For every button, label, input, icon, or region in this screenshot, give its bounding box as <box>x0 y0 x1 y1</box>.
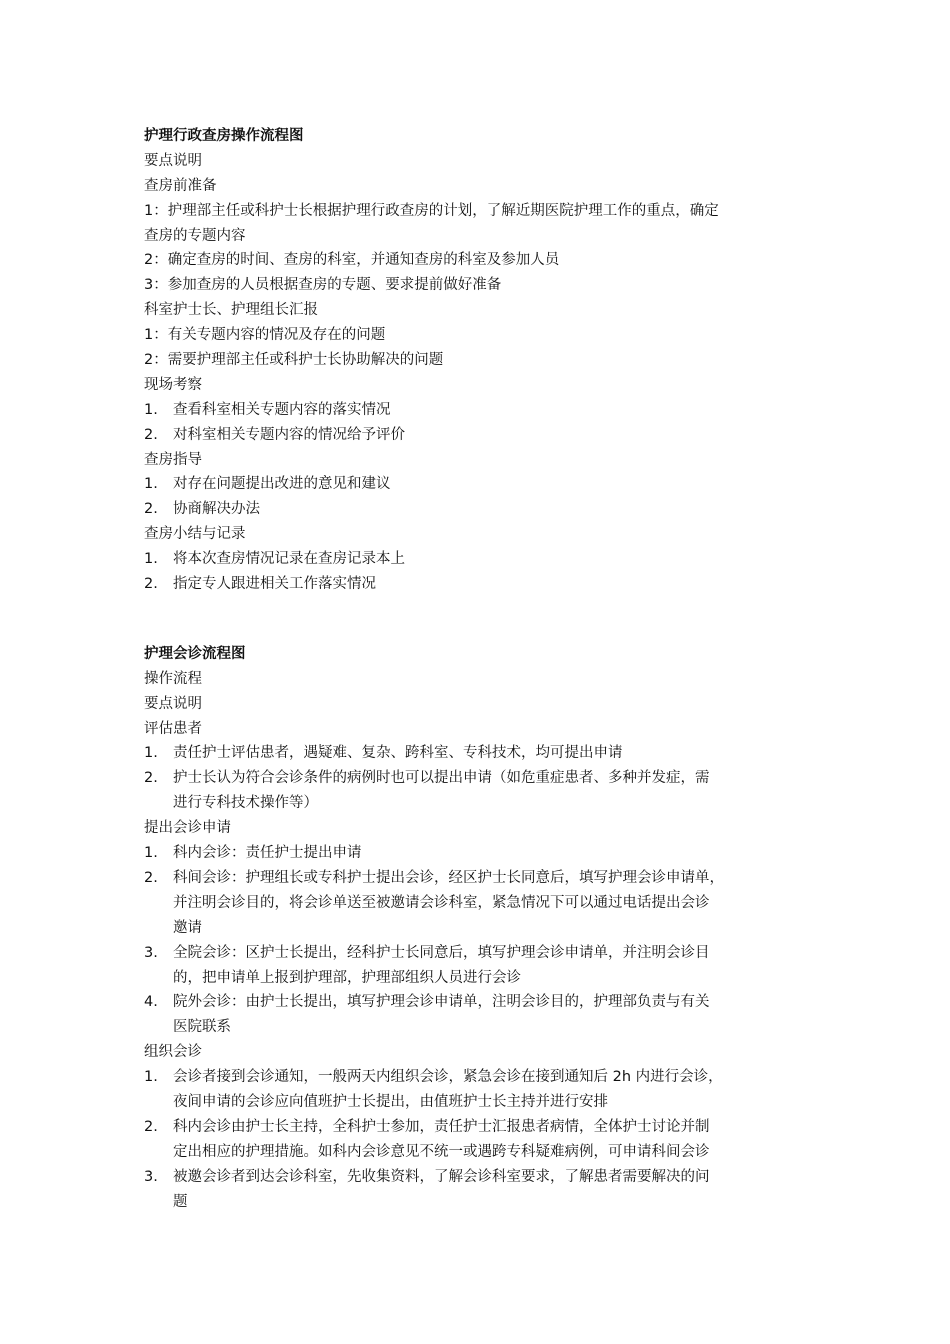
organize-item-3-cont: 题 <box>173 1193 188 1210</box>
apply-heading: 提出会诊申请 <box>144 820 231 837</box>
report-item-2: 2：需要护理部主任或科护士长协助解决的问题 <box>144 352 444 369</box>
list-number: 2. <box>144 501 158 518</box>
list-number: 1. <box>144 551 158 568</box>
apply-item-1 <box>144 841 824 866</box>
list-text: 协商解决办法 <box>173 501 260 518</box>
prep-item-2: 2：确定查房的时间、查房的科室，并通知查房的科室及参加人员 <box>144 252 560 269</box>
guide-heading: 查房指导 <box>144 451 202 468</box>
section2-subtitle-1: 操作流程 <box>144 670 202 687</box>
list-text: 会诊者接到会诊通知，一般两天内组织会诊，紧急会诊在接到通知后 2h 内进行会诊， <box>173 1069 723 1086</box>
list-text: 责任护士评估患者，遇疑难、复杂、跨科室、专科技术，均可提出申请 <box>173 745 623 762</box>
list-number: 2. <box>144 426 158 443</box>
list-text: 院外会诊：由护士长提出，填写护理会诊申请单，注明会诊目的，护理部负责与有关 <box>173 994 710 1011</box>
summary-heading: 查房小结与记录 <box>144 526 246 543</box>
list-number: 1. <box>144 1069 158 1086</box>
prep-item-3: 3：参加查房的人员根据查房的专题、要求提前做好准备 <box>144 277 502 294</box>
guide-item-1 <box>144 472 824 497</box>
onsite-item-2 <box>144 423 824 448</box>
prep-item-1: 1：护理部主任或科护士长根据护理行政查房的计划，了解近期医院护理工作的重点，确定 <box>144 202 719 219</box>
section-spacer <box>144 597 824 642</box>
assess-item-2 <box>144 766 824 791</box>
organize-item-1 <box>144 1065 824 1090</box>
section1-title: 护理行政查房操作流程图 <box>144 128 304 144</box>
list-text: 被邀会诊者到达会诊科室，先收集资料，了解会诊科室要求，了解患者需要解决的问 <box>173 1168 710 1185</box>
organize-heading: 组织会诊 <box>144 1044 202 1061</box>
list-number: 2. <box>144 1118 158 1135</box>
list-text: 指定专人跟进相关工作落实情况 <box>173 576 376 593</box>
document-page <box>144 124 824 1214</box>
assess-item-2-cont: 进行专科技术操作等） <box>173 795 318 812</box>
assess-heading: 评估患者 <box>144 720 202 737</box>
list-number: 2. <box>144 576 158 593</box>
report-heading: 科室护士长、护理组长汇报 <box>144 302 318 319</box>
list-number: 1. <box>144 845 158 862</box>
list-number: 1. <box>144 401 158 418</box>
list-text: 全院会诊：区护士长提出，经科护士长同意后，填写护理会诊申请单，并注明会诊目 <box>173 944 710 961</box>
section2-subtitle-2: 要点说明 <box>144 695 202 712</box>
list-text: 科内会诊：责任护士提出申请 <box>173 845 362 862</box>
section2-title: 护理会诊流程图 <box>144 645 246 662</box>
apply-item-3-cont: 的，把申请单上报到护理部，护理部组织人员进行会诊 <box>173 969 521 986</box>
apply-item-2-cont: 并注明会诊目的，将会诊单送至被邀请会诊科室，紧急情况下可以通过电话提出会诊 <box>173 894 710 911</box>
organize-item-1-cont: 夜间申请的会诊应向值班护士长提出，由值班护士长主持并进行安排 <box>173 1093 608 1110</box>
organize-item-2-cont: 定出相应的护理措施。如科内会诊意见不统一或遇跨专科疑难病例，可申请科间会诊 <box>173 1143 710 1160</box>
prep-item-1-cont: 查房的专题内容 <box>144 227 246 244</box>
list-text: 对科室相关专题内容的情况给予评价 <box>173 426 405 443</box>
list-number: 4. <box>144 994 158 1011</box>
onsite-item-1 <box>144 398 824 423</box>
list-text: 护士长认为符合会诊条件的病例时也可以提出申请（如危重症患者、多种并发症，需 <box>173 770 710 787</box>
apply-item-3 <box>144 941 824 966</box>
report-item-1: 1：有关专题内容的情况及存在的问题 <box>144 327 386 344</box>
list-text: 科内会诊由护士长主持，全科护士参加，责任护士汇报患者病情，全体护士讨论并制 <box>173 1118 710 1135</box>
prep-heading: 查房前准备 <box>144 177 217 194</box>
organize-item-2 <box>144 1115 824 1140</box>
list-number: 1. <box>144 745 158 762</box>
list-text: 对存在问题提出改进的意见和建议 <box>173 476 391 493</box>
list-text: 将本次查房情况记录在查房记录本上 <box>173 551 405 568</box>
onsite-heading: 现场考察 <box>144 376 202 393</box>
section1-subtitle: 要点说明 <box>144 152 202 169</box>
apply-item-2-cont: 邀请 <box>173 919 202 936</box>
assess-item-1 <box>144 741 824 766</box>
apply-item-2 <box>144 866 824 891</box>
apply-item-4 <box>144 990 824 1015</box>
list-text: 科间会诊：护理组长或专科护士提出会诊，经区护士长同意后，填写护理会诊申请单， <box>173 869 724 886</box>
list-number: 1. <box>144 476 158 493</box>
organize-item-3 <box>144 1165 824 1190</box>
summary-item-2 <box>144 572 824 597</box>
summary-item-1 <box>144 547 824 572</box>
list-number: 3. <box>144 1168 158 1185</box>
list-number: 3. <box>144 944 158 961</box>
list-number: 2. <box>144 770 158 787</box>
guide-item-2 <box>144 497 824 522</box>
list-number: 2. <box>144 869 158 886</box>
list-text: 查看科室相关专题内容的落实情况 <box>173 401 391 418</box>
apply-item-4-cont: 医院联系 <box>173 1019 231 1036</box>
